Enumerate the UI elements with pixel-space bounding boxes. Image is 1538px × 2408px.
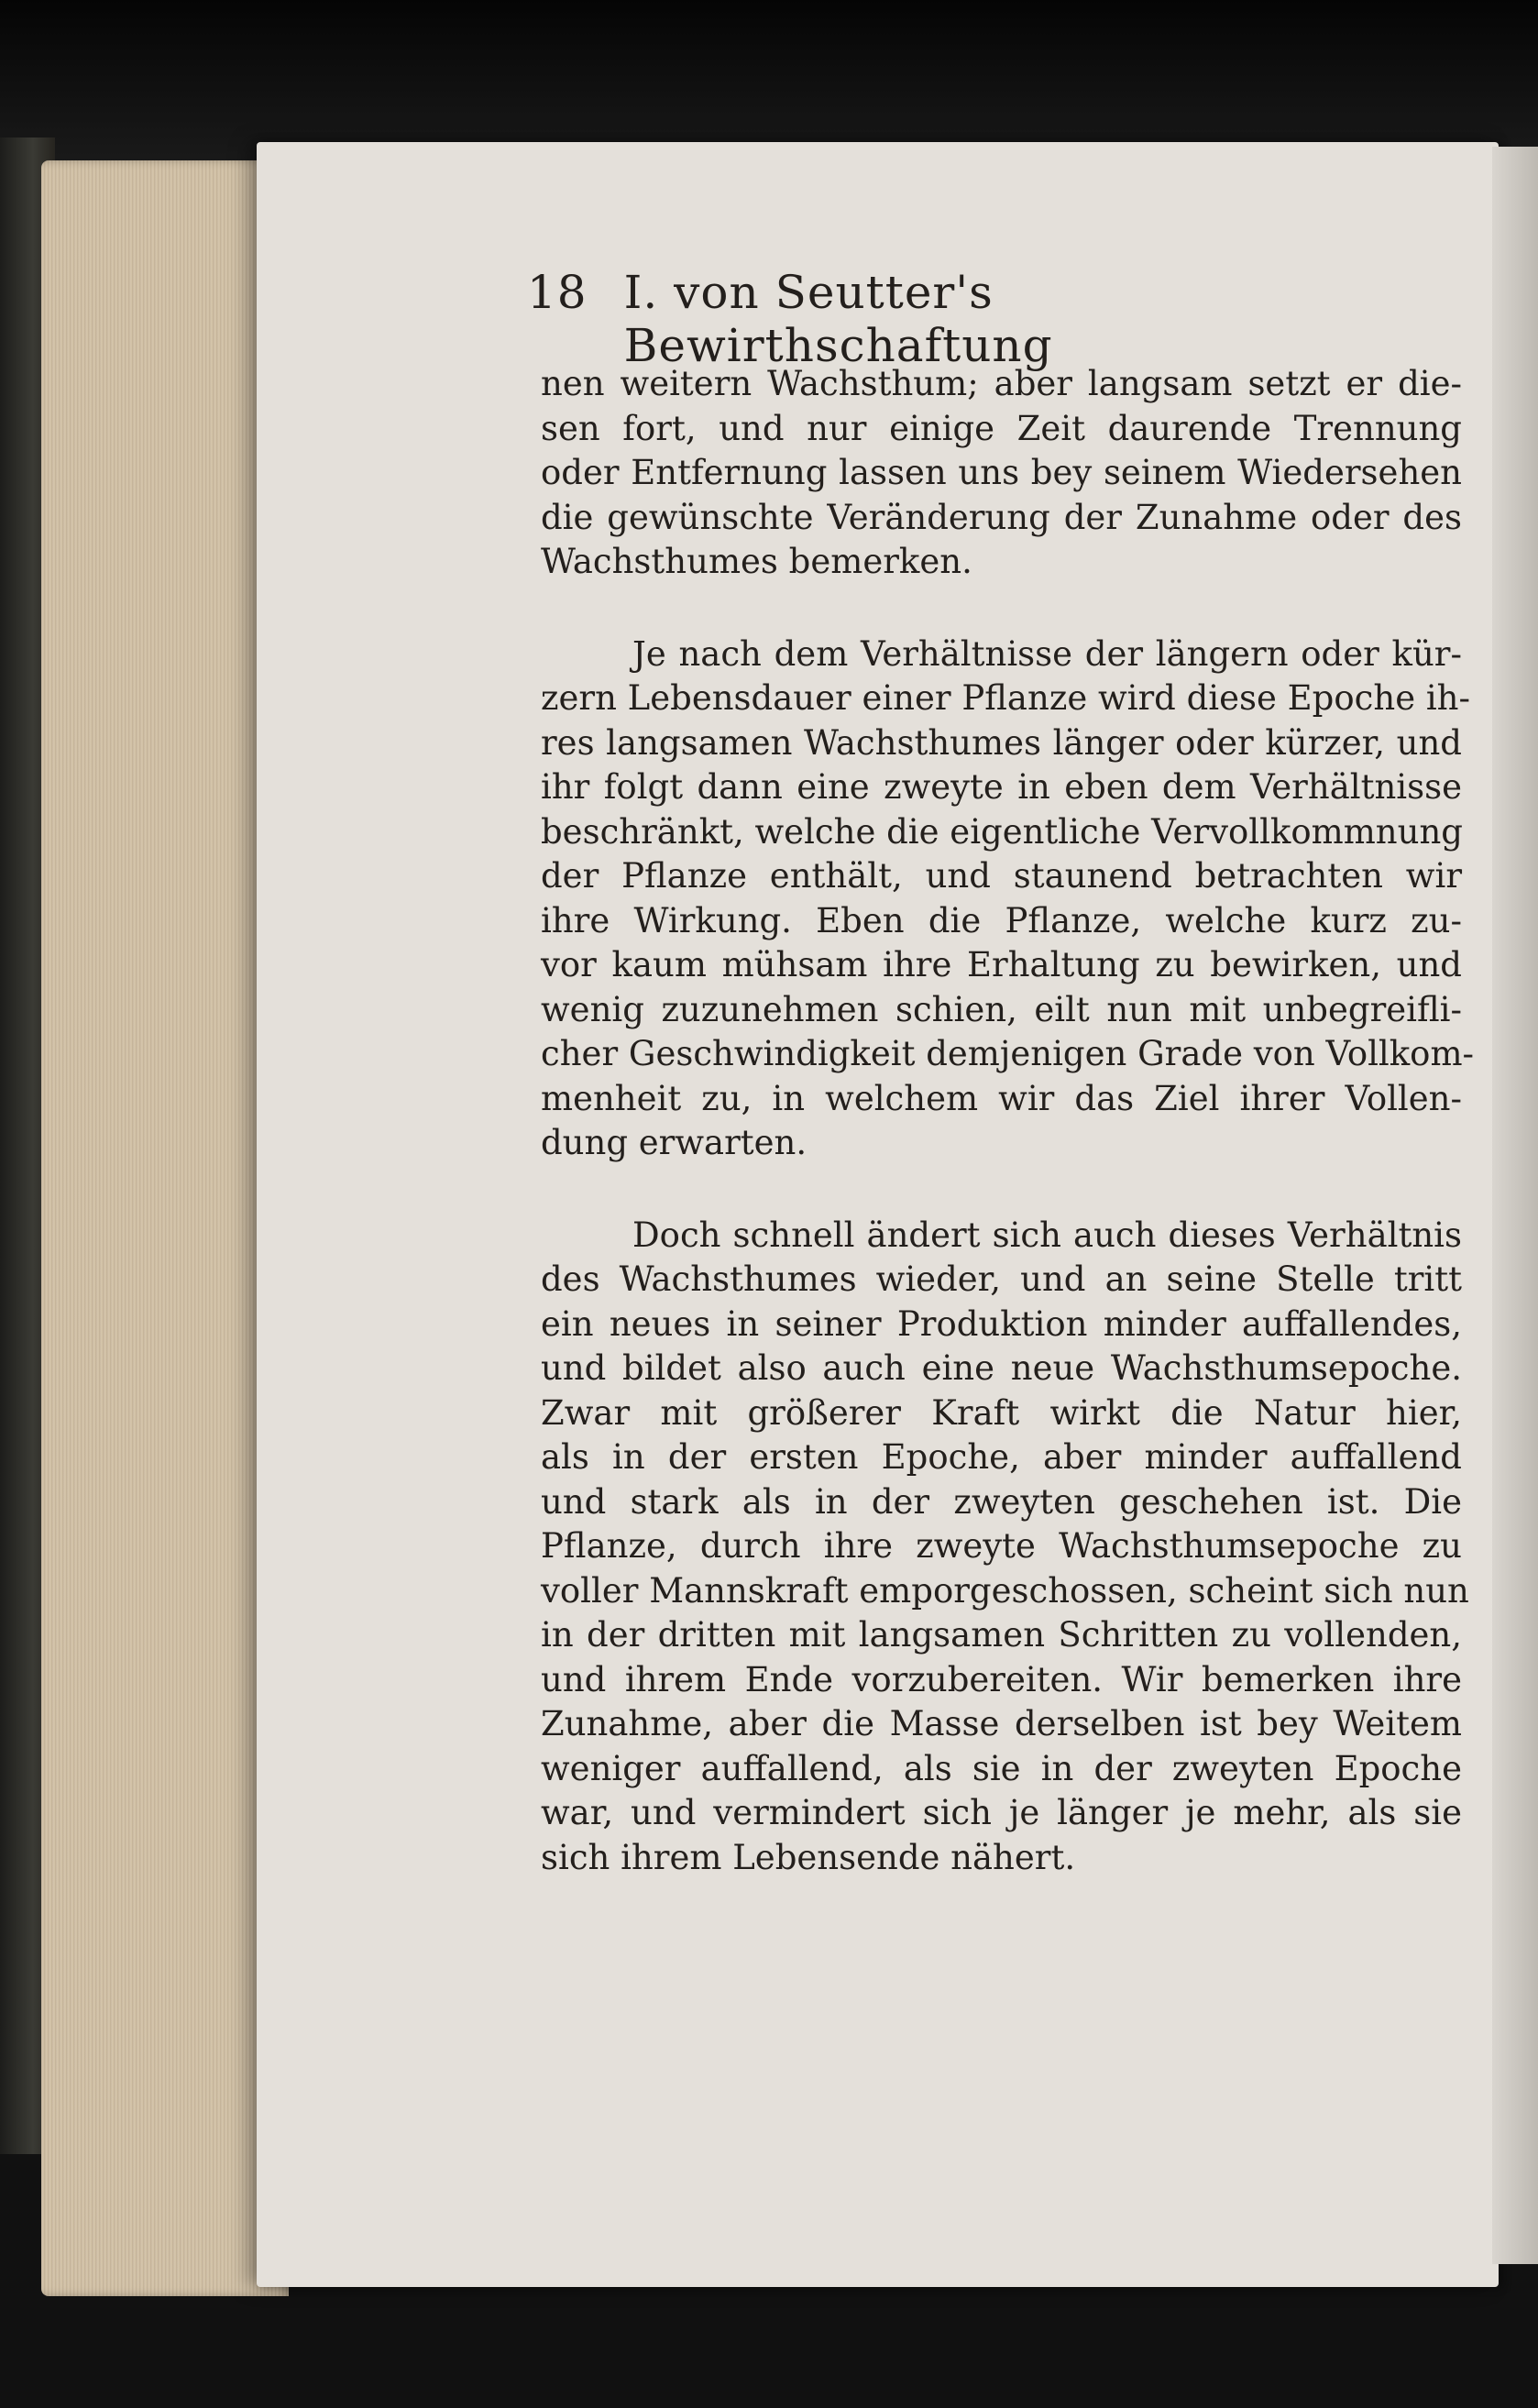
background-shadow (0, 0, 1538, 165)
text-line: oder Entfernung lassen uns bey seinem Wiedersehen (541, 453, 1462, 492)
text-line: weniger auffallend, als sie in der zweyten Epoche (541, 1748, 1462, 1788)
running-title: I. von Seutter's Bewirthschaftung (623, 266, 1053, 372)
text-line: sen fort, und nur einige Zeit daurende Trennung (541, 408, 1462, 448)
text-line: und bildet also auch eine neue Wachsthumsepoche. (541, 1348, 1462, 1388)
text-line: ein neues in seiner Produktion minder auffallendes, (541, 1303, 1462, 1344)
text-line: vor kaum mühsam ihre Erhaltung zu bewirken, und (541, 945, 1462, 984)
text-line: Doch schnell ändert sich auch dieses Verhältnis (632, 1215, 1462, 1255)
facing-page-edge (1492, 147, 1538, 2264)
text-line: als in der ersten Epoche, aber minder auffallend (541, 1437, 1462, 1477)
text-line: Zunahme, aber die Masse derselben ist bey Weitem (541, 1704, 1462, 1743)
text-line: des Wachsthumes wieder, und an seine Stelle tritt (541, 1259, 1462, 1299)
text-line: voller Mannskraft emporgeschossen, scheint sich nun (541, 1570, 1469, 1611)
text-line: die gewünschte Veränderung der Zunahme oder des (541, 497, 1462, 537)
paragraph (541, 362, 1462, 585)
text-line: ihr folgt dann eine zweyte in eben dem Verhältnisse (541, 767, 1462, 807)
paragraph (541, 632, 1475, 1166)
text-line: zern Lebensdauer einer Pflanze wird diese Epoche ih- (541, 678, 1471, 718)
text-line: dung erwarten. (541, 1123, 807, 1162)
text-line: Zwar mit größerer Kraft wirkt die Natur hier, (541, 1392, 1462, 1433)
text-line: beschränkt, welche die eigentliche Vervollkommnung (541, 811, 1463, 852)
page-stack-edge (41, 160, 289, 2296)
text-line: menheit zu, in welchem wir das Ziel ihrer Vollen- (541, 1078, 1462, 1118)
text-line: sich ihrem Lebensende nähert. (541, 1837, 1076, 1877)
text-line: res langsamen Wachsthumes länger oder kürzer, und (541, 722, 1462, 763)
text-line: nen weitern Wachsthum; aber langsam setzt er die- (541, 364, 1462, 403)
text-line: ihre Wirkung. Eben die Pflanze, welche kurz zu- (541, 900, 1462, 940)
text-line: in der dritten mit langsamen Schritten zu vollenden, (541, 1615, 1462, 1655)
text-line: Pflanze, durch ihre zweyte Wachsthumsepoche zu (541, 1526, 1462, 1566)
running-header (527, 266, 1334, 372)
text-line: und stark als in der zweyten geschehen ist. Die (541, 1481, 1462, 1522)
text-line: wenig zuzunehmen schien, eilt nun mit unbegreifli- (541, 989, 1462, 1029)
text-line: cher Geschwindigkeit demjenigen Grade von Vollkom- (541, 1034, 1475, 1073)
text-line: Je nach dem Verhältnisse der längern oder kür- (632, 633, 1462, 674)
page-number: 18 (527, 266, 588, 319)
text-line: war, und vermindert sich je länger je mehr, als sie (541, 1793, 1462, 1832)
paragraph (541, 1214, 1469, 1881)
body-text (541, 362, 1475, 1880)
text-line: Wachsthumes bemerken. (541, 542, 972, 581)
text-line: der Pflanze enthält, und staunend betrachten wir (541, 856, 1462, 896)
text-line: und ihrem Ende vorzubereiten. Wir bemerken ihre (541, 1659, 1462, 1699)
